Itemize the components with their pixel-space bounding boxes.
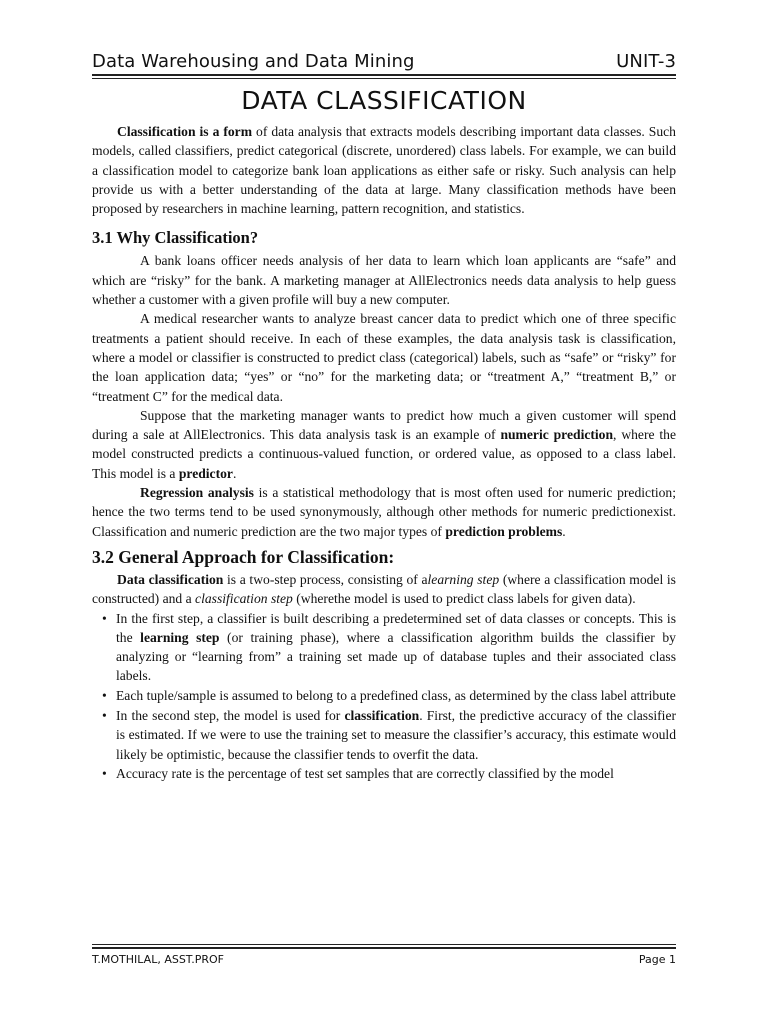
section2-paragraph-1 [92, 570, 676, 609]
term-classification: classification [344, 708, 420, 724]
section1-paragraph-1: A bank loans officer needs analysis of her data to learn which loan applicants are “safe” and which are “risky” for the bank. A marketing manager at AllElectronics needs data analysis to help guess whether a customer with a given profile will buy a new computer. [92, 253, 676, 308]
s2p1-text-b: is a two-step process, consisting of a [223, 571, 428, 587]
bullet-icon: • [102, 688, 107, 704]
section-heading-why-classification: 3.1 Why Classification? [92, 228, 259, 248]
term-learning-step: learning step [427, 571, 500, 587]
course-title: Data Warehousing and Data Mining [92, 51, 415, 72]
term-predictor: predictor [178, 465, 233, 481]
intro-paragraph [92, 122, 676, 218]
s2p1-text-d: (where a classification model is constructed) and a [92, 571, 676, 607]
page-header [92, 42, 676, 72]
bullet-icon: • [102, 610, 107, 626]
bullet-icon: • [102, 708, 107, 724]
s1p3-text-a: Suppose that the marketing manager wants to predict how much a given customer will spend during a sale at AllElectronics. This data analysis task is an example of [92, 407, 676, 443]
bullet-icon: • [102, 766, 107, 782]
s1p4-text-b: is a statistical methodology that is most often used for numeric prediction; hence the two terms tend to be used synonymously, although other methods for numeric predictionexist. Classification and numeric prediction are the two major types of [92, 485, 677, 539]
b3-text-c: . First, the predictive accuracy of the classifier is estimated. If we were to use the training set to measure the classifier’s accuracy, this estimate would likely be optimistic, because the classifier tends to overfit the data. [116, 708, 676, 762]
list-item [92, 686, 676, 705]
document-title: DATA CLASSIFICATION [241, 86, 527, 115]
intro-lead: Classification is a form [117, 124, 253, 139]
header-rule-thick [92, 74, 676, 76]
list-item [92, 764, 676, 783]
list-item [92, 609, 676, 686]
term-classification-step: classification step [195, 591, 293, 607]
section1-paragraph-3 [92, 406, 676, 483]
header-rule-thin [92, 78, 676, 79]
b4-text: Accuracy rate is the percentage of test set samples that are correctly classified by the model [116, 766, 614, 782]
term-learning-step-bold: learning step [140, 629, 220, 645]
footer-rule-thick [92, 947, 676, 949]
s1p3-text-c: , where the model constructed predicts a continuous-valued function, or ordered value, as opposed to a class label. This model is a [92, 427, 676, 481]
b3-text-a: In the second step, the model is used for [116, 708, 345, 724]
bullet-list [92, 609, 676, 784]
section1-paragraph-2: A medical researcher wants to analyze breast cancer data to predict which one of three specific treatments a patient should receive. In each of these examples, the data analysis task is classification, where a model or classifier is constructed to predict class (categorical) labels, such as “safe” or “risky” for the loan application data; “yes” or “no” for the marketing data; or “treatment A,” “treatment B,” or “treatment C” for the medical data. [92, 311, 676, 404]
section1-paragraph-4 [92, 483, 676, 541]
section-heading-general-approach: 3.2 General Approach for Classification: [92, 546, 395, 567]
s1p4-text-d: . [562, 523, 566, 539]
footer-rule-thin [92, 944, 676, 945]
term-prediction-problems: prediction problems [445, 523, 563, 539]
s1p3-text-e: . [232, 465, 237, 481]
author-label: T.MOTHILAL, ASST.PROF [92, 953, 224, 966]
term-numeric-prediction: numeric prediction [500, 427, 614, 443]
document-body [92, 122, 676, 784]
s2p1-text-f: (wherethe model is used to predict class labels for given data). [292, 591, 636, 607]
unit-label: UNIT-3 [616, 51, 676, 72]
b1-text-c: (or training phase), where a classification algorithm builds the classifier by analyzing or “learning from” a training set made up of database tuples and their associated class labels. [116, 629, 676, 684]
b1-text-a: In the first step, a classifier is built describing a predetermined set of data classes or concepts. This is the [116, 610, 676, 645]
term-data-classification: Data classification [117, 571, 224, 587]
b2-text: Each tuple/sample is assumed to belong to a predefined class, as determined by the class label attribute [116, 688, 676, 704]
page-footer [92, 953, 676, 966]
list-item [92, 706, 676, 764]
intro-text: of data analysis that extracts models describing important data classes. Such models, called classifiers, predict categorical (discrete, unordered) class labels. For example, we can build a classification model to categorize bank loan applications as either safe or risky. Such analysis can help provide us with a better understanding of the data at large. Many classification methods have been proposed by researchers in machine learning, pattern recognition, and statistics. [92, 124, 676, 217]
term-regression-analysis: Regression analysis [140, 485, 254, 501]
page-number: Page 1 [638, 953, 676, 966]
